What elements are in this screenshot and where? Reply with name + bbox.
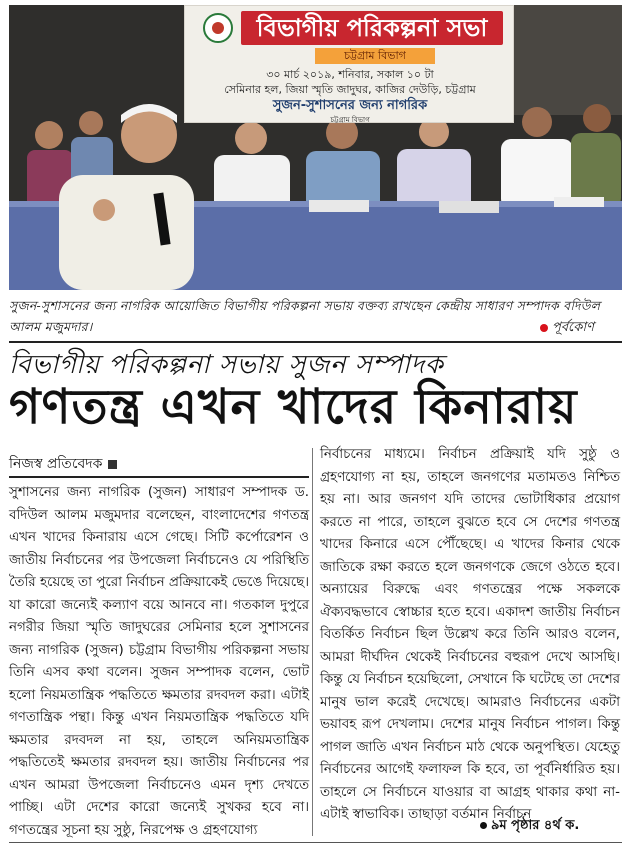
main-headline: গণতন্ত্র এখন খাদের কিনারায় [9, 379, 578, 435]
event-banner [184, 5, 514, 123]
photo-credit [540, 318, 594, 339]
banner-date: ৩০ মার্চ ২০১৯, শনিবার, সকাল ১০ টা [266, 68, 434, 81]
organization-logo-icon [203, 13, 233, 43]
article-paragraph-left: সুশাসনের জন্য নাগরিক (সুজন) সাধারণ সম্পাদক ড. বদিউল আলম মজুমদার বলেছেন, বাংলাদেশের গণতন্ত্র এখন খাদের কিনারায় এসে গেছে। সিটি কর্পোরেশন ও জাতীয় নির্বাচনের পর উপজেলা নির্বাচনেও যে পরিস্থিতি তৈরি হয়েছে তা পুরো নির্বাচন প্রক্রিয়াকেই ভেঙে দিয়েছে। যা কারো জন্যেই কল্যাণ বয়ে আনবে না। গতকাল দুপুরে নগরীর জিয়া স্মৃতি জাদুঘরের সেমিনার হলে সুশাসনের জন্য নাগরিক (সুজন) চট্টগ্রাম বিভাগীয় পরিকল্পনা সভায় তিনি এসব কথা বলেন। সুজন সম্পাদক বলেন, ভোট হলো নিয়মতান্ত্রিক পদ্ধতিতে ক্ষমতার রদবদল করা। এটাই গণতান্ত্রিক পন্থা। কিন্তু এখন নিয়মতান্ত্রিক পদ্ধতিতে যদি ক্ষমতার রদবদল না হয়, তাহলে অনিয়মতান্ত্রিক পদ্ধতিতেই ক্ষমতার রদবদল হয়। জাতীয় নির্বাচনের পর এখন আমরা উপজেলা নির্বাচনেও এমন দৃশ্য দেখতে পাচ্ছি। এটা দেশের কারো জন্যেই সুখকর হবে না। গণতন্ত্রের সূচনা হয় সুষ্ঠু, নিরপেক্ষ ও গ্রহণযোগ্য [9, 485, 309, 838]
column-divider [312, 448, 313, 836]
square-bullet-icon [108, 460, 117, 469]
byline-text: নিজস্ব প্রতিবেদক [9, 456, 103, 472]
photo-caption: সুজন-সুশাসনের জন্য নাগরিক আয়োজিত বিভাগীয় পরিকল্পনা সভায় বক্তব্য রাখছেন কেন্দ্রীয় সাধারণ সম্পাদক বদিউল আলম মজুমদার। [9, 298, 601, 334]
byline-divider [9, 476, 309, 478]
black-bullet-icon [480, 822, 487, 829]
banner-venue: সেমিনার হল, জিয়া স্মৃতি জাদুঘর, কাজির দেউড়ি, চট্টগ্রাম [224, 83, 476, 96]
banner-organization-sub: চট্টগ্রাম বিভাগ [330, 116, 370, 124]
article-paragraph-right: নির্বাচনের মাধ্যমে। নির্বাচন প্রক্রিয়াই যদি সুষ্ঠু ও গ্রহণযোগ্য না হয়, তাহলে জনগণের মতামতও নিশ্চিত হয় না। আর জনগণ যদি তাদের ভোটাধিকার প্রয়োগ করতে না পারে, তাহলে বুঝতে হবে সে দেশের গণতন্ত্র খাদের কিনারে এসে পৌঁছেছে। এ খাদের কিনার থেকে জাতিকে রক্ষা করতে হলে জনগণকে জেগে ওঠতে হবে। অন্যায়ের বিরুদ্ধে এবং গণতন্ত্রের পক্ষে সকলকে ঐক্যবদ্ধভাবে স্বোচ্চার হতে হবে। একাদশ জাতীয় নির্বাচন বিতর্কিত নির্বাচন ছিল উল্লেখ করে তিনি আরও বলেন, আমরা দীর্ঘদিন থেকেই নির্বাচনের বহুরূপ দেখে আসছি। কিন্তু যে নির্বাচন হয়েছিলো, সেখানে কি ঘটেছে তা দেশের মানুষ ভাল করেই দেখেছে। আমরাও নির্বাচনের একটা ভয়াবহ রূপ দেখলাম। দেশের মানুষ নির্বাচন পাগল। কিন্তু পাগল জাতি এখন নির্বাচন মাঠ থেকে অনুপস্থিত। যেহেতু নির্বাচনের আগেই ফলাফল কি হবে, তা পূর্বনির্ধারিত হয়। তাহলে সে নির্বাচনে যাওয়ার বা আগ্রহ থাকার কথা না- এটাই স্বাভাবিক। তাছাড়া বর্তমান নির্বাচন [320, 447, 620, 822]
continued-label: ৯ম পৃষ্ঠার ৪র্থ ক. [491, 818, 580, 833]
photo-credit-label: পূর্বকোণ [552, 320, 595, 335]
banner-title: বিভাগীয় পরিকল্পনা সভা [241, 11, 503, 45]
byline [9, 452, 117, 476]
red-bullet-icon [540, 324, 548, 332]
article-column-right [320, 444, 620, 827]
caption-divider [9, 341, 622, 343]
continued-on-page [480, 816, 579, 837]
banner-organization: সুজন-সুশাসনের জন্য নাগরিক [272, 98, 428, 113]
kicker-headline: বিভাগীয় পরিকল্পনা সভায় সুজন সম্পাদক [9, 350, 444, 380]
bottom-divider [9, 842, 622, 843]
wall-panel [514, 5, 622, 115]
article-column-left [9, 482, 309, 842]
news-photo [9, 5, 622, 290]
banner-subtitle: চট্টগ্রাম বিভাগ [315, 48, 435, 64]
